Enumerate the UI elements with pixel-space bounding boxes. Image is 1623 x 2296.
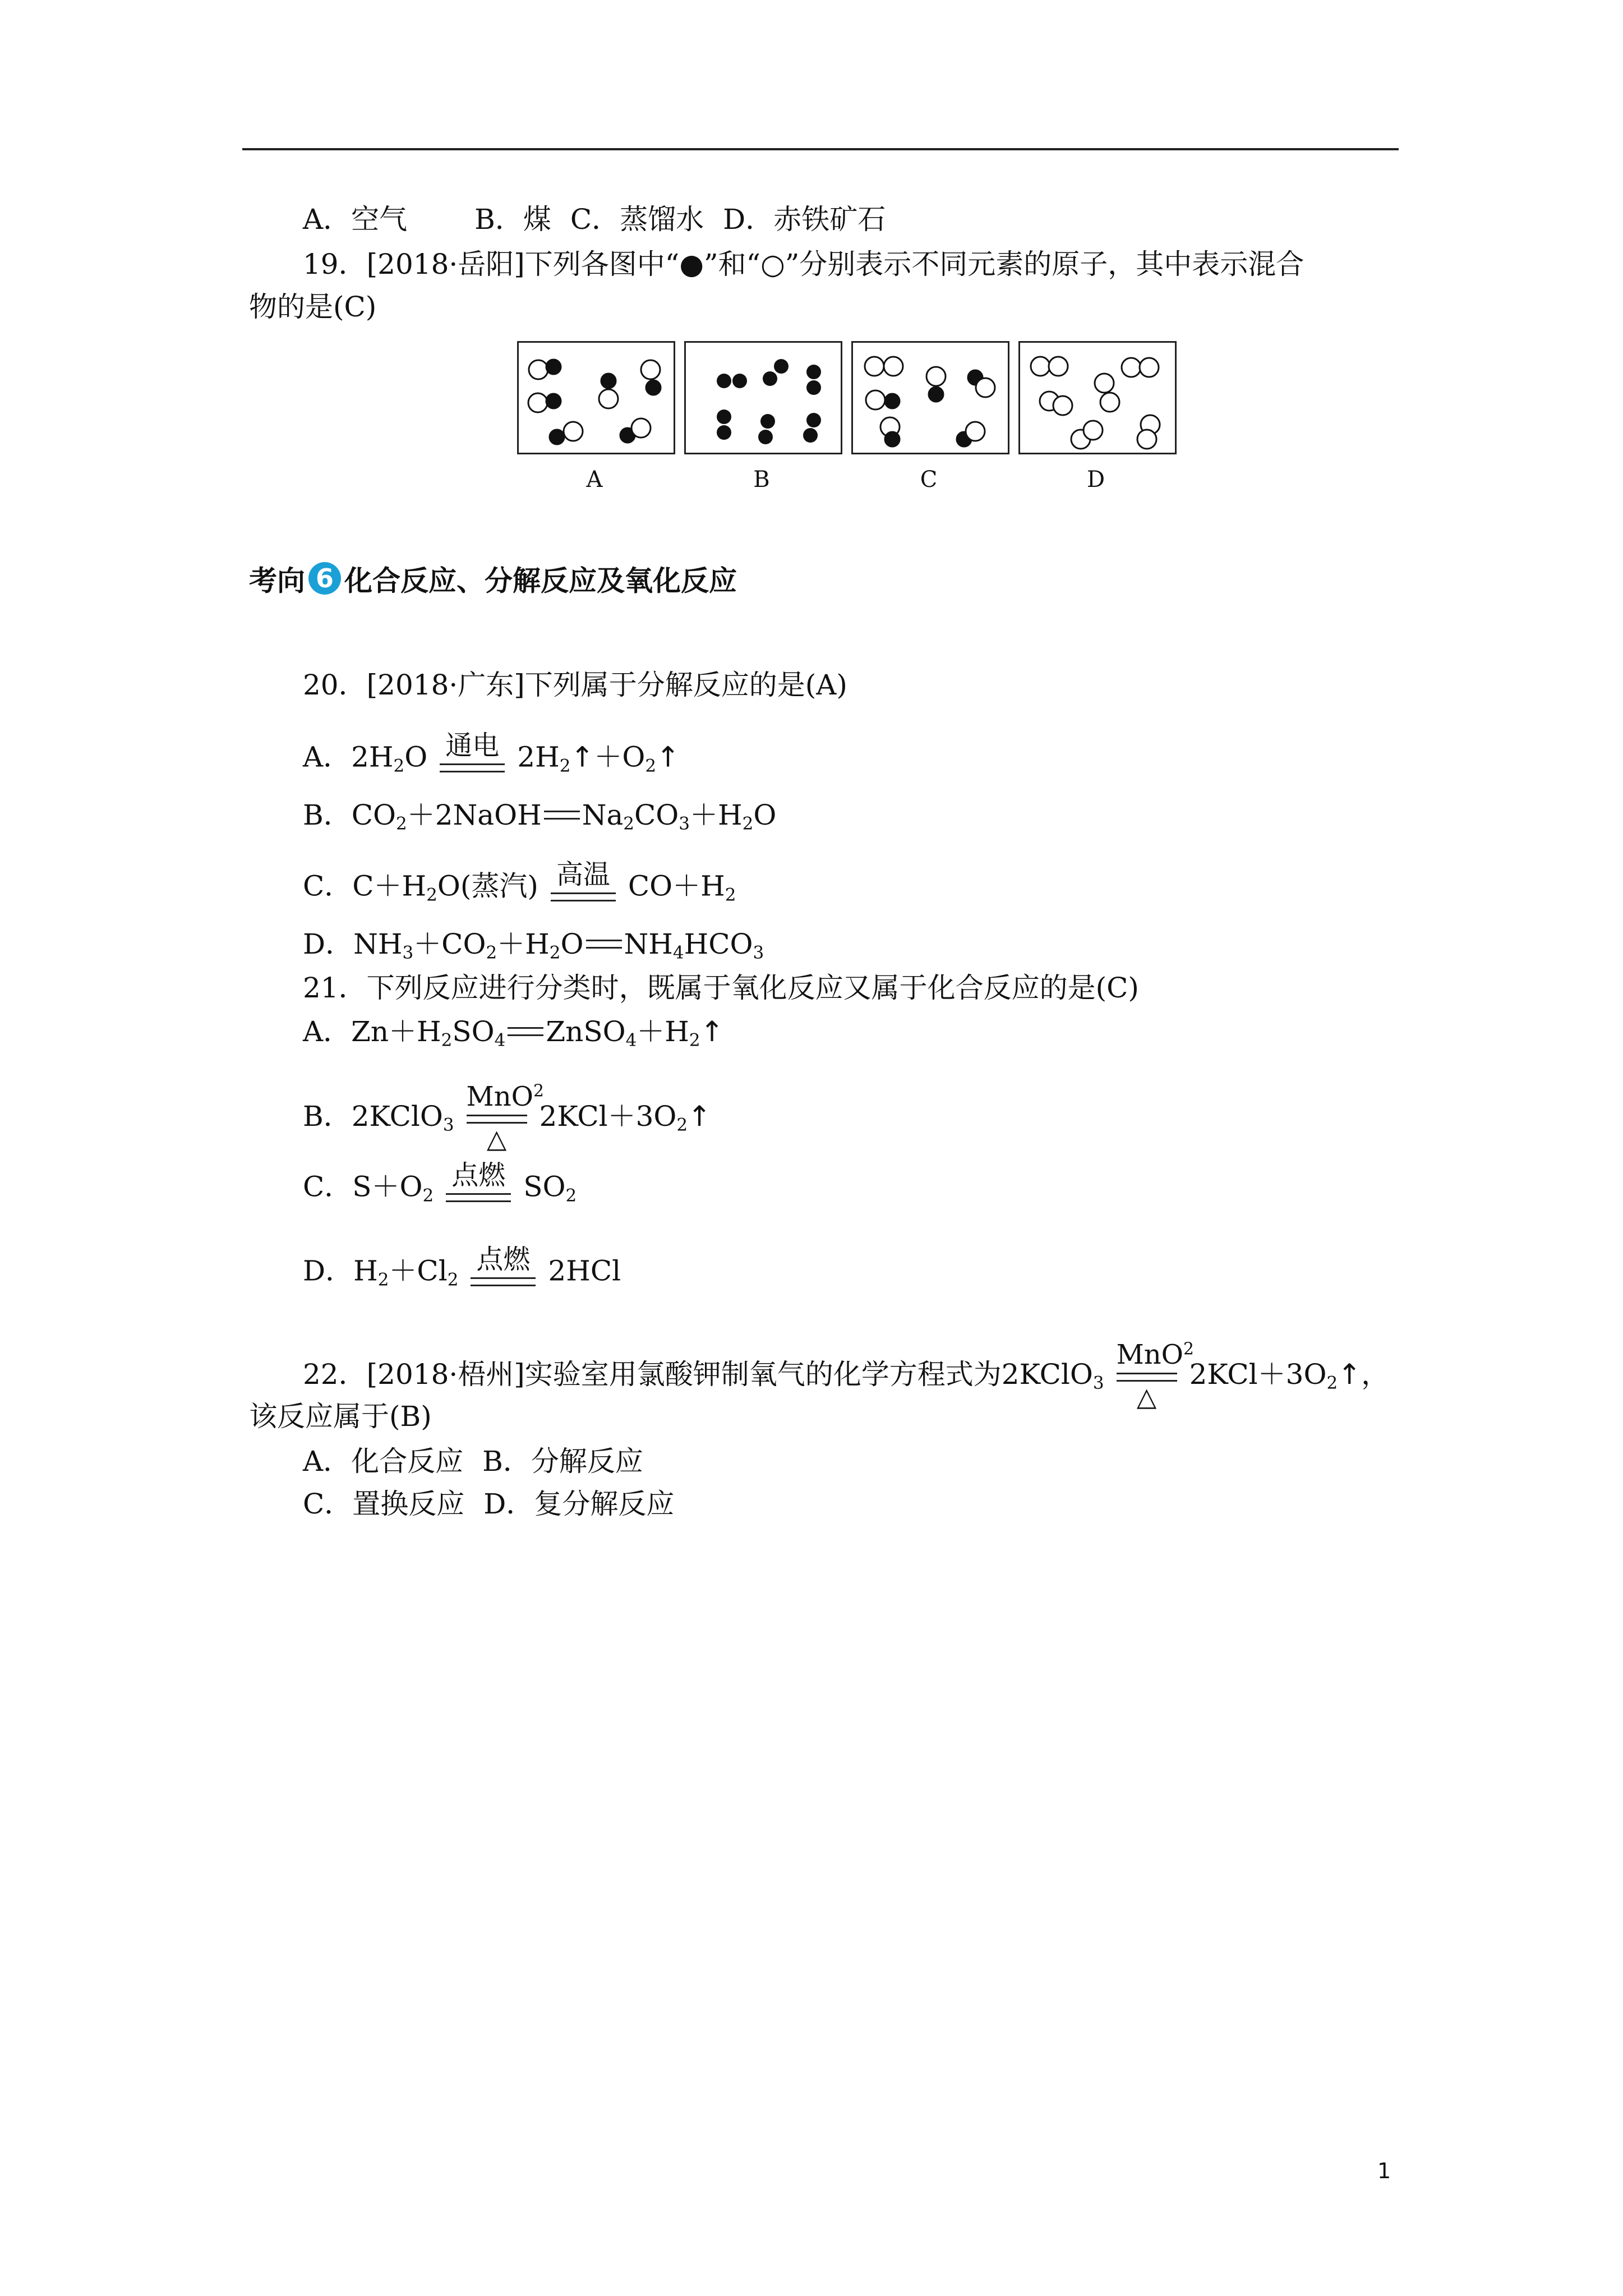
q18-option-a: A．空气	[303, 203, 408, 236]
section-number-badge: 6	[308, 562, 341, 595]
q21-option-a: A．$Zn+H_2SO_4$ $ZnSO_4+H_2↑$	[303, 1015, 724, 1051]
q21-option-d: D．$H_2+Cl_2$ 点燃 2HCl	[303, 1244, 621, 1290]
figure-label-c: C	[920, 467, 938, 493]
page-number: 1	[1377, 2159, 1391, 2183]
q22-stem: 22．[2018·梧州]实验室用氯酸钾制氧气的化学方程式为2KClO$_3$ MnO$^2$ △ $2KCl+3O_2↑$，	[303, 1339, 1390, 1412]
q21-d-label: D．	[303, 1254, 354, 1287]
q21-c-condition	[446, 1160, 511, 1202]
q22-options-row2	[303, 1490, 674, 1518]
q18-option-d: D．赤铁矿石	[723, 203, 886, 236]
section-heading	[249, 563, 737, 599]
q22-option-a: A．化合反应	[303, 1445, 464, 1478]
q21-b-cond-sup: 2	[533, 1081, 544, 1101]
q21-b-cond-bottom: △	[486, 1124, 507, 1154]
figure-box-c	[851, 341, 1009, 454]
figure-label-b: B	[753, 467, 770, 493]
q21-d-cond-text: 点燃	[476, 1244, 531, 1275]
q21-a-label: A．	[303, 1015, 352, 1048]
q20-option-c: C．$C+H_2O$(蒸汽) 高温 $CO+H_2$	[303, 859, 736, 905]
q22-condition	[1116, 1339, 1194, 1412]
q18-option-b: B．煤	[474, 203, 551, 236]
box-c-atoms	[853, 343, 1008, 453]
q22-stem-text: 22．[2018·梧州]实验室用氯酸钾制氧气的化学方程式为	[303, 1358, 1002, 1391]
figure-box-b	[684, 341, 842, 454]
q20-c-condition	[551, 859, 616, 901]
q20-option-d: D．$NH_3+CO_2+H_2O$ $NH_4HCO_3$	[303, 928, 764, 963]
q21-d-condition	[471, 1244, 536, 1286]
q19-stem-line1: 19．[2018·岳阳]下列各图中“●”和“○”分别表示不同元素的原子，其中表示混合	[303, 248, 1304, 280]
q21-b-condition	[466, 1081, 544, 1154]
q20-a-condition	[440, 730, 505, 772]
q21-option-b: B．2KClO$_3$ MnO$^2$ △ $2KCl+3O_2↑$	[303, 1081, 712, 1154]
q20-a-label: A．	[303, 740, 352, 774]
box-d-atoms	[1020, 343, 1175, 453]
q22-option-d: D．复分解反应	[483, 1488, 675, 1520]
box-b-atoms	[686, 343, 841, 453]
q20-stem: 20．[2018·广东]下列属于分解反应的是(A)	[303, 669, 847, 701]
q22-option-c: C．置换反应	[303, 1488, 465, 1520]
section-title: 化合反应、分解反应及氧化反应	[344, 564, 737, 597]
figure-label-d: D	[1086, 467, 1105, 493]
figure-box-d	[1018, 341, 1177, 454]
q20-d-label: D．	[303, 928, 354, 960]
q20-option-b: B．$CO_2+2NaOH$ $Na_2CO_3+H_2O$	[303, 799, 777, 834]
q21-stem: 21．下列反应进行分类时，既属于氧化反应又属于化合反应的是(C)	[303, 972, 1139, 1004]
header-rule	[242, 148, 1399, 150]
q21-c-cond-text: 点燃	[451, 1159, 506, 1191]
q22-stem-tail: ，	[1361, 1358, 1390, 1391]
figure-box-a	[517, 341, 675, 454]
q22-options-row1	[303, 1445, 643, 1478]
q20-c-note: (蒸汽)	[460, 869, 538, 903]
section-prefix: 考向	[249, 564, 305, 597]
figure-label-a: A	[586, 467, 603, 493]
q20-c-label: C．	[303, 869, 353, 903]
q21-b-label: B．	[303, 1099, 352, 1133]
q20-a-cond-text: 通电	[445, 730, 500, 761]
q20-b-label: B．	[303, 799, 352, 831]
q22-stem-line2: 该反应属于(B)	[249, 1400, 432, 1433]
q18-option-c: C．蒸馏水	[570, 203, 704, 236]
q18-options	[303, 203, 886, 236]
q22-cond-sup: 2	[1183, 1339, 1194, 1359]
q22-option-b: B．分解反应	[482, 1445, 643, 1478]
q19-stem-line2: 物的是(C)	[249, 291, 377, 323]
q20-option-a: A．$2H_2O$ 通电 $2H_2↑+O_2↑$	[303, 730, 680, 776]
q21-b-cond-top: MnO	[466, 1081, 533, 1112]
q22-cond-bottom: △	[1136, 1382, 1157, 1412]
box-a-atoms	[519, 343, 674, 453]
q20-c-cond-text: 高温	[556, 859, 610, 890]
q21-option-c: C．$S+O_2$ 点燃 $SO_2$	[303, 1159, 577, 1206]
q22-cond-top: MnO	[1116, 1339, 1183, 1370]
q21-c-label: C．	[303, 1170, 353, 1203]
